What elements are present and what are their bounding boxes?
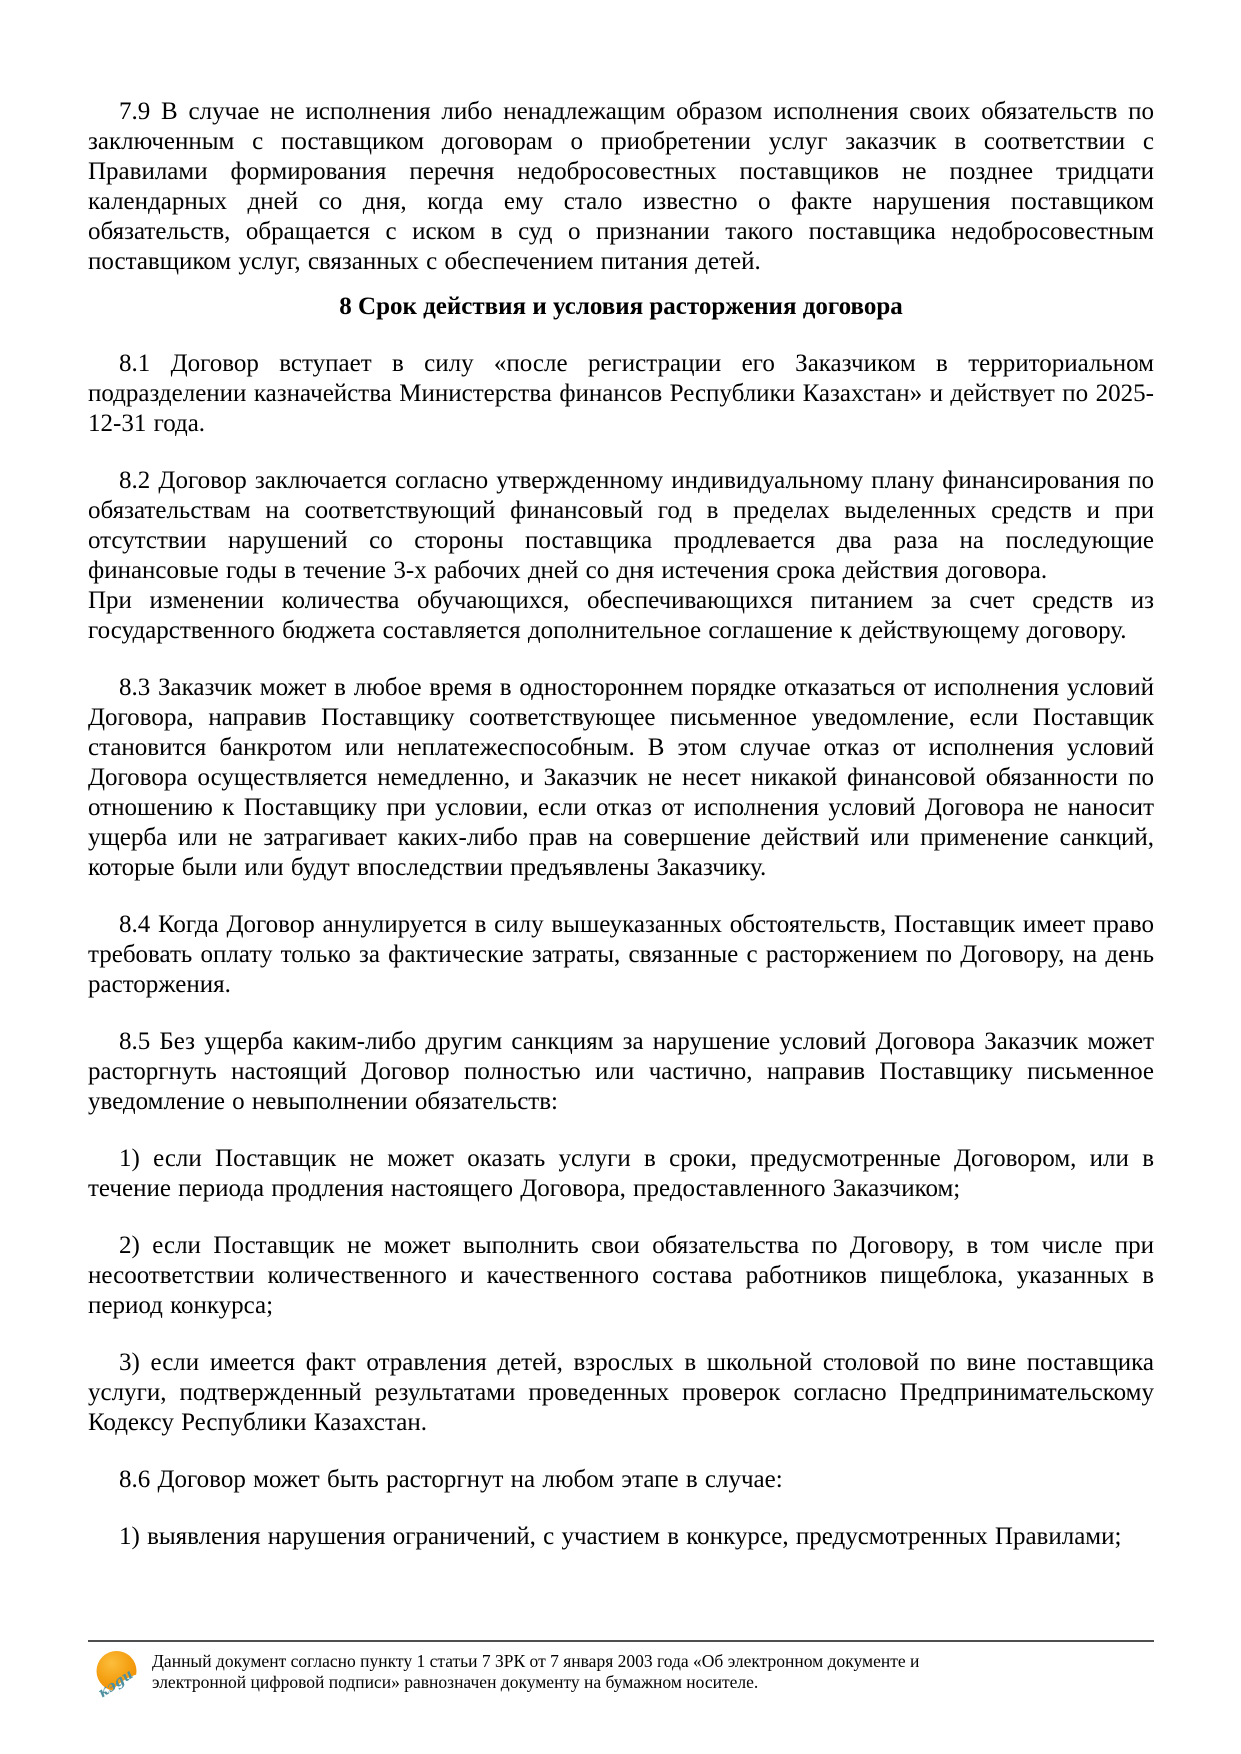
clause-8-6-item-1: 1) выявления нарушения ограничений, с участием в конкурсе, предусмотренных Правилами; — [119, 1523, 1122, 1550]
section-8-heading: 8 Срок действия и условия расторжения договора — [339, 293, 903, 320]
footer-divider — [88, 1640, 1154, 1642]
ornament-script: кэgи — [95, 1666, 137, 1702]
clause-8-3: 8.3 Заказчик может в любое время в одностороннем порядке отказаться от исполнения условий Договора, направив Поставщику соответствующее письменное уведомление, если Поставщик становится банкротом или неплатежеспособным. В этом случае отказ от исполнения условий Договора осуществляется немедленно, и Заказчик не несет никакой финансовой обязанности по отношению к Поставщику при условии, если отказ от исполнения условий Договора не наносит ущерба или не затрагивает каких-либо прав на совершение действий или применение санкций, которые были или будут впоследствии предъявлены Заказчику. — [88, 674, 1154, 881]
clause-8-2-addendum: При изменении количества обучающихся, обеспечивающихся питанием за счет средств из государственного бюджета составляется дополнительное соглашение к действующему договору. — [88, 587, 1154, 644]
footer-row — [88, 1648, 1154, 1702]
footer-note — [152, 1651, 919, 1693]
contract-text-body — [88, 97, 1154, 1552]
clause-7-9: 7.9 В случае не исполнения либо ненадлежащим образом исполнения своих обязательств по заключенным с поставщиком договорам о приобретении услуг заказчик в соответствии с Правилами формирования перечня недобросовестных поставщиков не позднее тридцати календарных дней со дня, когда ему стало известно о факте нарушения поставщиком обязательств, обращается с иском в суд о признании такого поставщика недобросовестным поставщиком услуг, связанных с обеспечением питания детей. — [88, 98, 1154, 275]
e-signature-footer — [88, 1640, 1154, 1702]
clause-8-4: 8.4 Когда Договор аннулируется в силу вышеуказанных обстоятельств, Поставщик имеет право требовать оплату только за фактические затраты, связанные с расторжением по Договору, на день расторжения. — [88, 911, 1154, 998]
clause-8-5-item-2: 2) если Поставщик не может выполнить свои обязательства по Договору, в том числе при несоответствии количественного и качественного состава работников пищеблока, указанных в период конкурса; — [88, 1232, 1154, 1319]
e-signature-logo-icon — [95, 1650, 139, 1702]
clause-8-6: 8.6 Договор может быть расторгнут на любом этапе в случае: — [119, 1466, 783, 1493]
clause-8-5-item-3: 3) если имеется факт отравления детей, взрослых в школьной столовой по вине поставщика услуги, подтвержденный результатами проведенных проверок согласно Предпринимательскому Кодексу Республики Казахстан. — [88, 1349, 1154, 1436]
footer-note-line-2: электронной цифровой подписи» равнозначен документу на бумажном носителе. — [152, 1672, 759, 1692]
clause-8-1: 8.1 Договор вступает в силу «после регистрации его Заказчиком в территориальном подразделении казначейства Министерства финансов Республики Казахстан» и действует по 2025-12-31 года. — [88, 350, 1154, 437]
footer-note-line-1: Данный документ согласно пункту 1 статьи 7 ЗРК от 7 января 2003 года «Об электронном документе и — [152, 1651, 920, 1671]
clause-8-5-item-1: 1) если Поставщик не может оказать услуги в сроки, предусмотренные Договором, или в течение периода продления настоящего Договора, предоставленного Заказчиком; — [88, 1145, 1154, 1202]
clause-8-2: 8.2 Договор заключается согласно утвержденному индивидуальному плану финансирования по обязательствам на соответствующий финансовый год в пределах выделенных средств и при отсутствии нарушений со стороны поставщика продлевается два раза на последующие финансовые годы в течение 3-х рабочих дней со дня истечения срока действия договора. — [88, 467, 1154, 584]
clause-8-5: 8.5 Без ущерба каким-либо другим санкциям за нарушение условий Договора Заказчик может расторгнуть настоящий Договор полностью или частично, направив Поставщику письменное уведомление о невыполнении обязательств: — [88, 1028, 1154, 1115]
